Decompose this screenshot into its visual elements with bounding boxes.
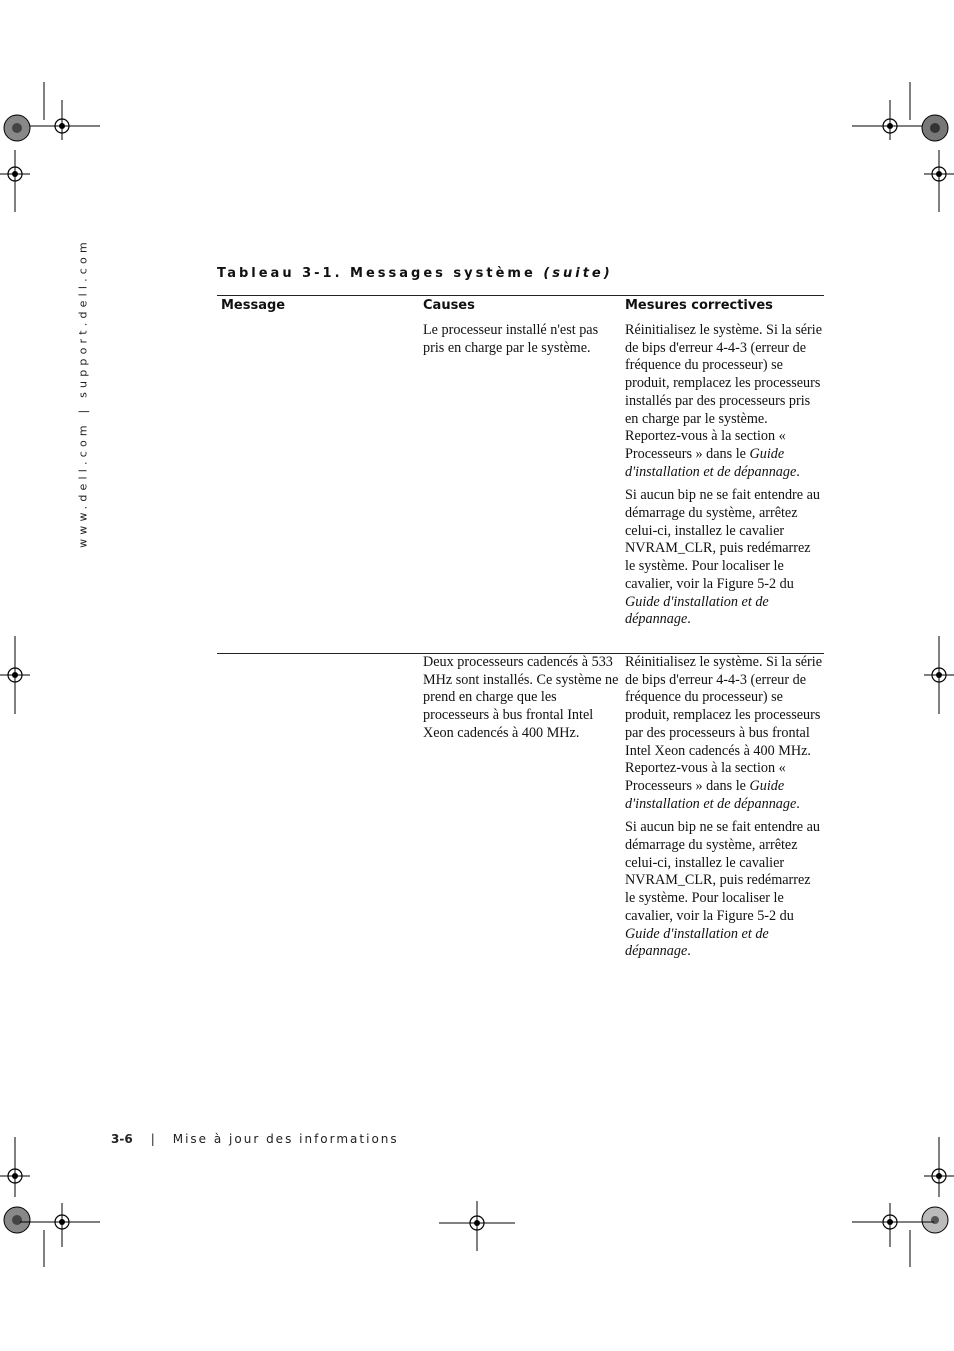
table-row-1-cause: Le processeur installé n'est pas pris en charge par le système. [423,322,599,356]
caption-suffix: (suite) [543,266,613,281]
table-caption [217,266,613,281]
footer-title: Mise à jour des informations [172,1132,399,1146]
registration-mark-top-right [844,80,954,220]
row-1-fix-1-end: . [796,463,800,480]
table-row-2-cause: Deux processeurs cadencés à 533 MHz sont installés. Ce système ne prend en charge que les processeurs à bus frontal Intel Xeon cadencés à 400 MHz. [423,654,619,741]
row-2-fix-2-text: Si aucun bip ne se fait entendre au démarrage du système, arrêtez celui-ci, installez le cavalier NVRAM_CLR, puis redémarrez le système. Pour localiser le cavalier, voir la Figure 5-2 du [625,819,821,924]
row-2-fix-1-end: . [796,795,800,812]
footer-separator: | [150,1132,155,1146]
registration-mark-mid-left [0,636,32,716]
table-top-rule [217,295,824,296]
row-2-fix-1-text: Réinitialisez le système. Si la série de bips d'erreur 4-4-3 (erreur de fréquence du processeur) se produit, remplacez les processeurs par des processeurs à bus frontal Intel Xeon cadencés à 400 MHz. Reportez-vous à la section « Processeurs » dans le [625,654,822,794]
page-footer [111,1132,399,1146]
registration-mark-bottom-left [0,1135,110,1275]
row-1-fix-2-guide-title: Guide d'installation et de dépannage [625,593,769,628]
registration-mark-top-left [0,80,110,220]
row-1-fix-paragraph-1 [625,322,823,481]
row-1-fix-1-guide-title: Guide d'installation et de dépannage [625,445,797,480]
row-1-fix-2-text: Si aucun bip ne se fait entendre au démarrage du système, arrêtez celui-ci, installez le cavalier NVRAM_CLR, puis redémarrez le système. Pour localiser le cavalier, voir la Figure 5-2 du [625,487,821,592]
registration-mark-mid-right [922,636,954,716]
column-header-causes: Causes [423,298,475,313]
row-1-fix-1-text: Réinitialisez le système. Si la série de bips d'erreur 4-4-3 (erreur de fréquence du processeur) se produit, remplacez les processeurs installés par des processeurs pris en charge par le système. Reportez-vous à la section « Processeurs » dans le [625,322,822,462]
row-1-fix-paragraph-2 [625,487,823,629]
row-2-fix-paragraph-1 [625,654,823,813]
registration-mark-bottom-right [844,1135,954,1275]
table-row-1-fix [625,322,823,635]
row-2-fix-2-end: . [687,943,691,960]
row-2-fix-2-guide-title: Guide d'installation et de dépannage [625,925,769,960]
registration-mark-bottom-center [437,1195,517,1255]
caption-prefix: Tableau 3-1. Messages système [217,266,536,281]
page-number: 3-6 [111,1132,133,1146]
column-header-mesures: Mesures correctives [625,298,773,313]
side-url-label: www.dell.com | support.dell.com [76,238,90,548]
row-2-fix-1-guide-title: Guide d'installation et de dépannage [625,777,797,812]
row-1-fix-2-end: . [687,611,691,628]
table-row-2-fix [625,654,823,967]
column-header-message: Message [221,298,286,313]
row-2-fix-paragraph-2 [625,819,823,961]
